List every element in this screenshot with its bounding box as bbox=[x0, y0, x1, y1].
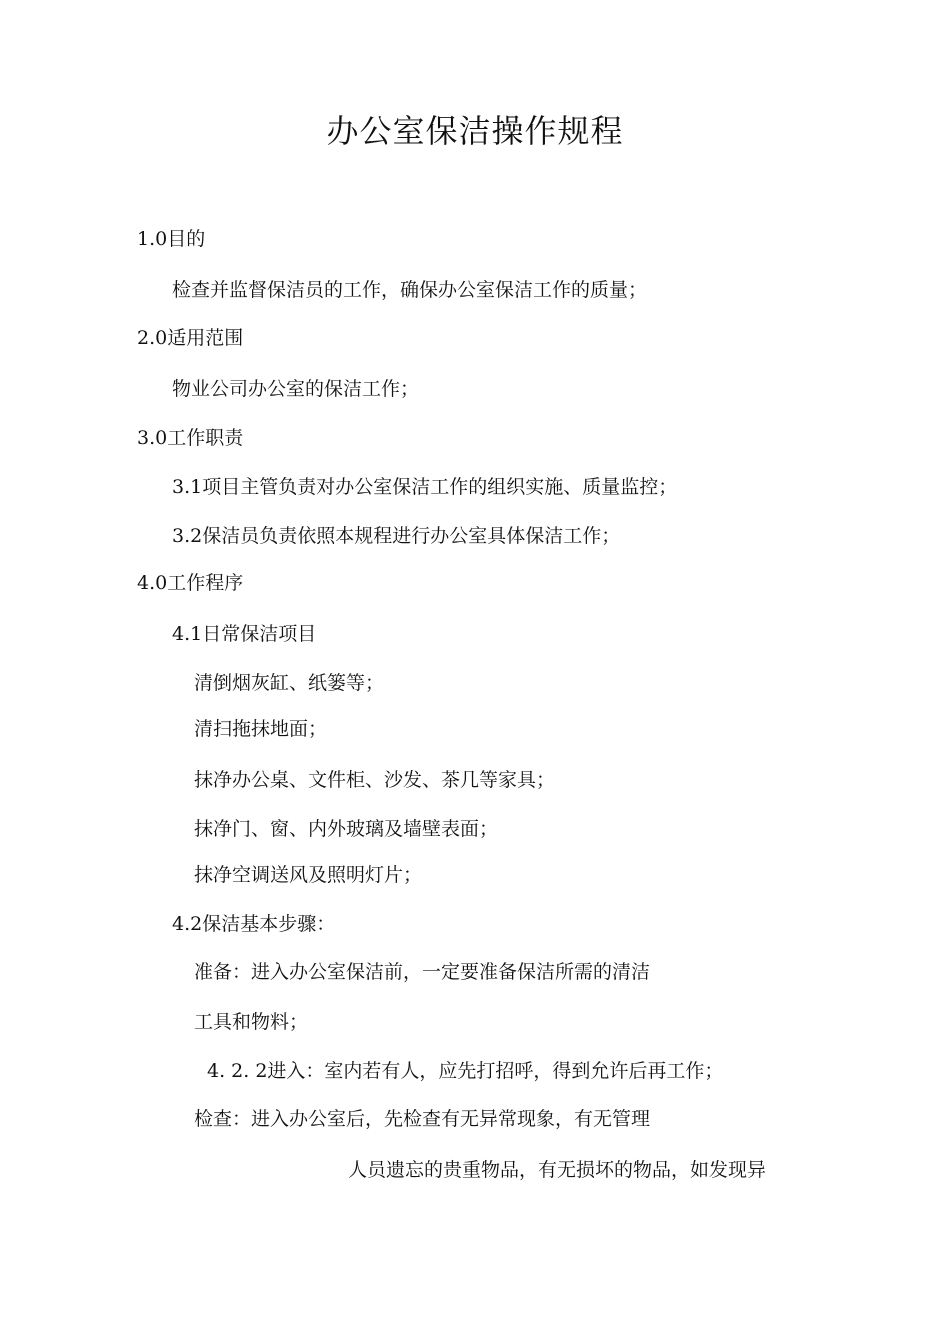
paragraph: 工具和物料； bbox=[194, 1011, 309, 1033]
section-heading: 3.0工作职责 bbox=[137, 427, 244, 449]
list-item: 抹净门、窗、内外玻璃及墙壁表面； bbox=[194, 818, 499, 840]
paragraph: 检查：进入办公室后，先检查有无异常现象，有无管理 bbox=[194, 1108, 651, 1130]
paragraph: 检查并监督保洁员的工作，确保办公室保洁工作的质量； bbox=[172, 279, 648, 301]
paragraph: 准备：进入办公室保洁前，一定要准备保洁所需的清洁 bbox=[194, 961, 651, 983]
section-heading: 4.0工作程序 bbox=[137, 572, 244, 594]
subsection-item: 3.2保洁员负责依照本规程进行办公室具体保洁工作； bbox=[172, 525, 621, 547]
subsection-heading: 4.2保洁基本步骤： bbox=[172, 913, 336, 935]
section-heading: 2.0适用范围 bbox=[137, 327, 244, 349]
paragraph: 人员遗忘的贵重物品，有无损坏的物品，如发现异 bbox=[348, 1159, 767, 1181]
list-item: 抹净空调送风及照明灯片； bbox=[194, 864, 423, 886]
subsection-heading: 4.1日常保洁项目 bbox=[172, 623, 317, 645]
list-item: 抹净办公桌、文件柜、沙发、茶几等家具； bbox=[194, 769, 556, 791]
paragraph: 物业公司办公室的保洁工作； bbox=[172, 378, 420, 400]
section-heading: 1.0目的 bbox=[137, 228, 206, 250]
paragraph: 4. 2. 2进入：室内若有人，应先打招呼，得到允许后再工作； bbox=[207, 1060, 724, 1082]
list-item: 清扫拖抹地面； bbox=[194, 718, 328, 740]
subsection-item: 3.1项目主管负责对办公室保洁工作的组织实施、质量监控； bbox=[172, 476, 678, 498]
list-item: 清倒烟灰缸、纸篓等； bbox=[194, 672, 385, 694]
document-title: 办公室保洁操作规程 bbox=[326, 112, 624, 150]
